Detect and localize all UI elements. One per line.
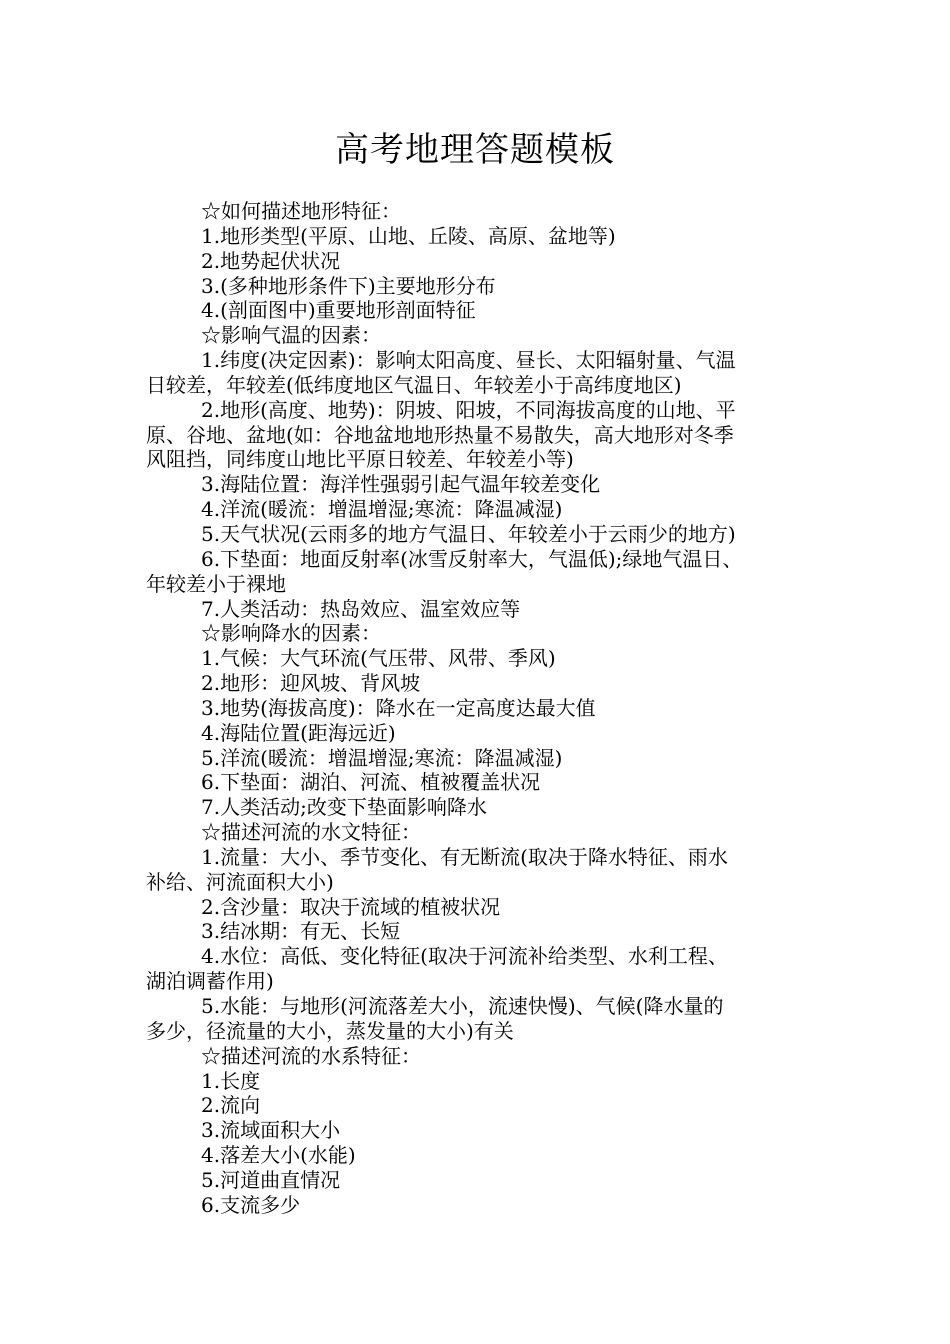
body-line: ☆描述河流的水文特征： [201,820,421,845]
body-line: 原、谷地、盆地(如：谷地盆地地形热量不易散失，高大地形对冬季 [146,422,734,447]
body-line: 3.结冰期：有无、长短 [201,919,401,944]
body-line: 2.含沙量：取决于流域的植被状况 [201,894,501,919]
body-line: 2.流向 [201,1093,261,1118]
document-body [146,199,818,1218]
body-line: 7.人类活动：热岛效应、温室效应等 [201,596,521,621]
body-line: ☆描述河流的水系特征： [201,1043,421,1068]
document-title: 高考地理答题模板 [335,130,615,170]
body-line: 3.流域面积大小 [201,1118,341,1143]
body-line: 4.落差大小(水能) [201,1143,356,1168]
body-line: 5.天气状况(云雨多的地方气温日、年较差小于云雨少的地方) [201,521,736,546]
body-line: 多少，径流量的大小，蒸发量的大小)有关 [146,1018,514,1043]
body-line: 4.(剖面图中)重要地形剖面特征 [201,298,476,323]
body-line: 2.地形(高度、地势)：阴坡、阳坡，不同海拔高度的山地、平 [201,397,736,422]
body-line: 5.河道曲直情况 [201,1167,341,1192]
body-line: 补给、河流面积大小) [146,869,334,894]
body-line: 5.洋流(暖流：增温增湿;寒流：降温减湿) [201,745,563,770]
body-line: 6.下垫面：湖泊、河流、植被覆盖状况 [201,770,541,795]
body-line: 3.地势(海拔高度)：降水在一定高度达最大值 [201,695,596,720]
body-line: ☆影响降水的因素： [201,621,381,646]
body-line: 1.气候：大气环流(气压带、风带、季风) [201,646,556,671]
body-line: 5.水能：与地形(河流落差大小，流速快慢)、气候(降水量的 [201,994,724,1018]
body-line: 日较差，年较差(低纬度地区气温日、年较差小于高纬度地区) [146,372,682,397]
body-line: 3.海陆位置：海洋性强弱引起气温年较差变化 [201,472,601,497]
body-line: ☆如何描述地形特征： [201,199,401,223]
body-line: 4.海陆位置(距海远近) [201,720,396,745]
body-line: 风阻挡，同纬度山地比平原日较差、年较差小等) [146,447,574,472]
body-line: 2.地势起伏状况 [201,248,341,273]
body-line: 6.下垫面：地面反射率(冰雪反射率大，气温低);绿地气温日、 [201,546,743,571]
body-line: 1.纬度(决定因素)：影响太阳高度、昼长、太阳辐射量、气温 [201,348,736,373]
body-line: 7.人类活动;改变下垫面影响降水 [201,795,487,820]
body-line: 1.地形类型(平原、山地、丘陵、高原、盆地等) [201,223,616,248]
body-line: 2.地形：迎风坡、背风坡 [201,671,421,696]
body-line: 湖泊调蓄作用) [146,969,274,994]
body-line: 4.洋流(暖流：增温增湿;寒流：降温减湿) [201,497,563,522]
body-line: ☆影响气温的因素： [201,323,381,348]
body-line: 3.(多种地形条件下)主要地形分布 [201,273,496,298]
body-line: 4.水位：高低、变化特征(取决于河流补给类型、水利工程、 [201,944,728,969]
body-line: 1.长度 [201,1068,261,1093]
body-line: 6.支流多少 [201,1192,301,1217]
body-line: 1.流量：大小、季节变化、有无断流(取决于降水特征、雨水 [201,844,728,869]
body-line: 年较差小于裸地 [146,571,286,596]
